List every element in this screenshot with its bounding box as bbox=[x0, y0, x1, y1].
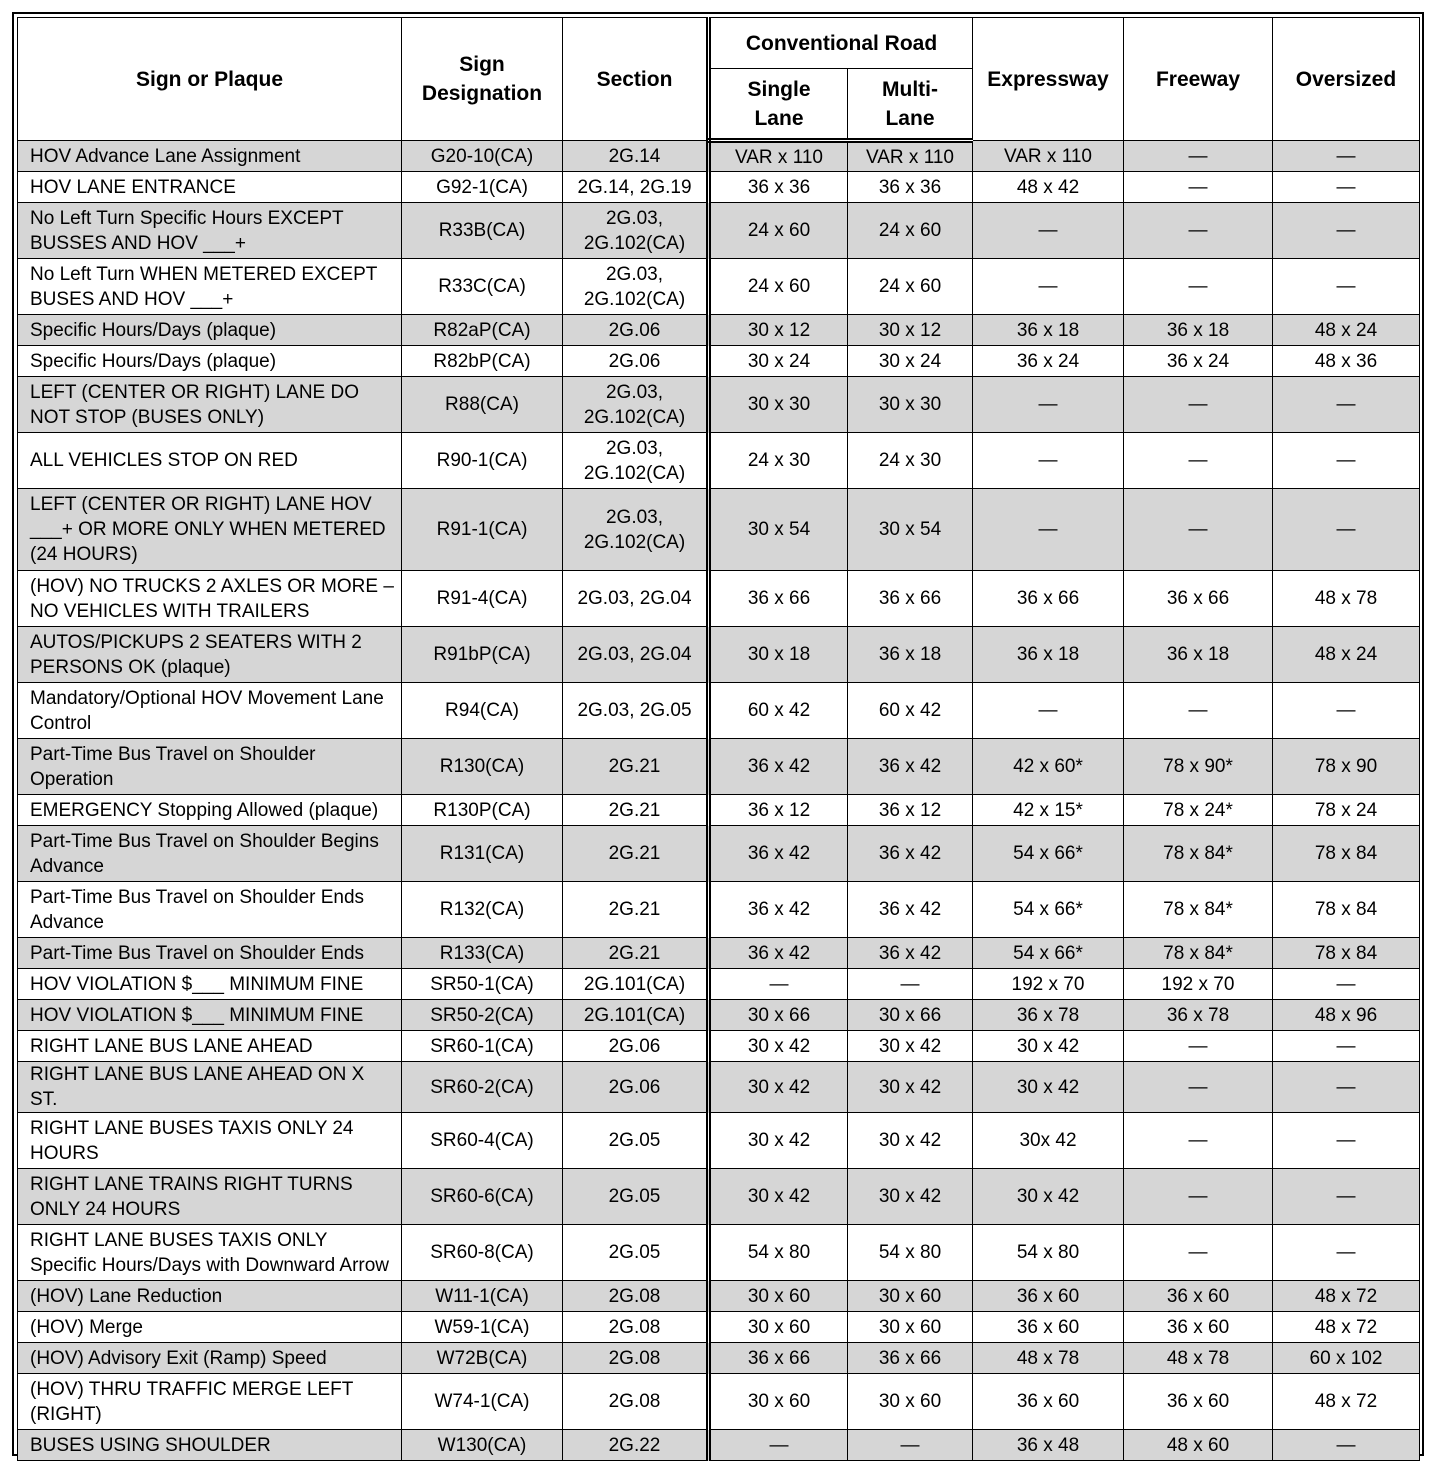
freeway-size-cell: 36 x 78 bbox=[1124, 1000, 1273, 1031]
freeway-size-cell: — bbox=[1124, 683, 1273, 739]
freeway-size-cell: — bbox=[1124, 489, 1273, 571]
freeway-size-cell: 36 x 60 bbox=[1124, 1374, 1273, 1430]
table-row bbox=[18, 1281, 1420, 1312]
oversized-size-cell: 78 x 84 bbox=[1273, 938, 1420, 969]
table-row bbox=[18, 433, 1420, 489]
freeway-size-cell: — bbox=[1124, 1062, 1273, 1113]
table-row bbox=[18, 1031, 1420, 1062]
freeway-size-cell: — bbox=[1124, 1169, 1273, 1225]
oversized-size-cell: — bbox=[1273, 203, 1420, 259]
sign-designation-cell: R130(CA) bbox=[402, 739, 563, 795]
expressway-size-cell: — bbox=[973, 377, 1124, 433]
expressway-size-cell: 36 x 18 bbox=[973, 315, 1124, 346]
header-section: Section bbox=[563, 18, 709, 141]
oversized-size-cell: 78 x 84 bbox=[1273, 826, 1420, 882]
oversized-size-cell: 78 x 24 bbox=[1273, 795, 1420, 826]
expressway-size-cell: 192 x 70 bbox=[973, 969, 1124, 1000]
freeway-size-cell: 36 x 60 bbox=[1124, 1281, 1273, 1312]
expressway-size-cell: 30 x 42 bbox=[973, 1169, 1124, 1225]
sign-name-cell: Mandatory/Optional HOV Movement Lane Control bbox=[18, 683, 402, 739]
sign-designation-cell: R133(CA) bbox=[402, 938, 563, 969]
multi-lane-size-cell: 30 x 42 bbox=[848, 1169, 973, 1225]
multi-lane-size-cell: 36 x 42 bbox=[848, 826, 973, 882]
sign-designation-cell: SR60-2(CA) bbox=[402, 1062, 563, 1113]
sign-name-cell: Specific Hours/Days (plaque) bbox=[18, 315, 402, 346]
sign-name-cell: Part-Time Bus Travel on Shoulder Ends Advance bbox=[18, 882, 402, 938]
single-lane-size-cell: 60 x 42 bbox=[709, 683, 848, 739]
section-cell: 2G.03, 2G.102(CA) bbox=[563, 377, 709, 433]
expressway-size-cell: 54 x 80 bbox=[973, 1225, 1124, 1281]
sign-name-cell: Part-Time Bus Travel on Shoulder Ends bbox=[18, 938, 402, 969]
single-lane-size-cell: 30 x 30 bbox=[709, 377, 848, 433]
sign-name-cell: RIGHT LANE TRAINS RIGHT TURNS ONLY 24 HOURS bbox=[18, 1169, 402, 1225]
table-row bbox=[18, 489, 1420, 571]
sign-name-cell: No Left Turn WHEN METERED EXCEPT BUSES AND HOV ___+ bbox=[18, 259, 402, 315]
multi-lane-size-cell: 30 x 54 bbox=[848, 489, 973, 571]
sign-name-cell: (HOV) Merge bbox=[18, 1312, 402, 1343]
multi-lane-size-cell: 36 x 42 bbox=[848, 938, 973, 969]
expressway-size-cell: 30 x 42 bbox=[973, 1062, 1124, 1113]
sign-designation-cell: R82bP(CA) bbox=[402, 346, 563, 377]
freeway-size-cell: 36 x 18 bbox=[1124, 627, 1273, 683]
section-cell: 2G.21 bbox=[563, 882, 709, 938]
oversized-size-cell: — bbox=[1273, 172, 1420, 203]
single-lane-size-cell: 30 x 54 bbox=[709, 489, 848, 571]
section-cell: 2G.101(CA) bbox=[563, 969, 709, 1000]
section-cell: 2G.03, 2G.102(CA) bbox=[563, 433, 709, 489]
multi-lane-size-cell: 24 x 30 bbox=[848, 433, 973, 489]
expressway-size-cell: 36 x 60 bbox=[973, 1374, 1124, 1430]
freeway-size-cell: 36 x 66 bbox=[1124, 571, 1273, 627]
expressway-size-cell: VAR x 110 bbox=[973, 141, 1124, 172]
table-row bbox=[18, 795, 1420, 826]
expressway-size-cell: 42 x 15* bbox=[973, 795, 1124, 826]
multi-lane-size-cell: 36 x 36 bbox=[848, 172, 973, 203]
multi-lane-size-cell: 36 x 66 bbox=[848, 571, 973, 627]
single-lane-size-cell: 24 x 30 bbox=[709, 433, 848, 489]
multi-lane-size-cell: 30 x 42 bbox=[848, 1113, 973, 1169]
sign-name-cell: LEFT (CENTER OR RIGHT) LANE HOV ___+ OR MORE ONLY WHEN METERED (24 HOURS) bbox=[18, 489, 402, 571]
table-row bbox=[18, 346, 1420, 377]
oversized-size-cell: 48 x 72 bbox=[1273, 1312, 1420, 1343]
oversized-size-cell: — bbox=[1273, 683, 1420, 739]
sign-designation-cell: R91bP(CA) bbox=[402, 627, 563, 683]
section-cell: 2G.03, 2G.04 bbox=[563, 571, 709, 627]
multi-lane-size-cell: 30 x 12 bbox=[848, 315, 973, 346]
section-cell: 2G.21 bbox=[563, 795, 709, 826]
freeway-size-cell: — bbox=[1124, 259, 1273, 315]
section-cell: 2G.06 bbox=[563, 315, 709, 346]
oversized-size-cell: — bbox=[1273, 1225, 1420, 1281]
header-oversized: Oversized bbox=[1273, 18, 1420, 141]
section-cell: 2G.21 bbox=[563, 826, 709, 882]
sign-designation-cell: R131(CA) bbox=[402, 826, 563, 882]
sign-designation-cell: SR50-2(CA) bbox=[402, 1000, 563, 1031]
sign-name-cell: HOV LANE ENTRANCE bbox=[18, 172, 402, 203]
sign-designation-cell: W72B(CA) bbox=[402, 1343, 563, 1374]
oversized-size-cell: — bbox=[1273, 1430, 1420, 1461]
table-row bbox=[18, 627, 1420, 683]
oversized-size-cell: 48 x 78 bbox=[1273, 571, 1420, 627]
table-row bbox=[18, 1312, 1420, 1343]
oversized-size-cell: — bbox=[1273, 141, 1420, 172]
expressway-size-cell: 36 x 60 bbox=[973, 1281, 1124, 1312]
oversized-size-cell: — bbox=[1273, 433, 1420, 489]
single-lane-size-cell: 30 x 60 bbox=[709, 1281, 848, 1312]
table-row bbox=[18, 571, 1420, 627]
freeway-size-cell: — bbox=[1124, 1113, 1273, 1169]
multi-lane-size-cell: 36 x 18 bbox=[848, 627, 973, 683]
sign-designation-cell: SR60-8(CA) bbox=[402, 1225, 563, 1281]
expressway-size-cell: 54 x 66* bbox=[973, 882, 1124, 938]
sign-designation-cell: G92-1(CA) bbox=[402, 172, 563, 203]
oversized-size-cell: 48 x 24 bbox=[1273, 627, 1420, 683]
table-body bbox=[18, 141, 1420, 1461]
oversized-size-cell: — bbox=[1273, 1062, 1420, 1113]
oversized-size-cell: — bbox=[1273, 969, 1420, 1000]
multi-lane-size-cell: 36 x 42 bbox=[848, 739, 973, 795]
single-lane-size-cell: 36 x 36 bbox=[709, 172, 848, 203]
sign-designation-cell: R33B(CA) bbox=[402, 203, 563, 259]
sign-designation-cell: SR60-4(CA) bbox=[402, 1113, 563, 1169]
multi-lane-size-cell: 30 x 60 bbox=[848, 1281, 973, 1312]
section-cell: 2G.06 bbox=[563, 1062, 709, 1113]
expressway-size-cell: 48 x 78 bbox=[973, 1343, 1124, 1374]
sign-name-cell: RIGHT LANE BUSES TAXIS ONLY Specific Hours/Days with Downward Arrow bbox=[18, 1225, 402, 1281]
section-cell: 2G.21 bbox=[563, 938, 709, 969]
section-cell: 2G.03, 2G.05 bbox=[563, 683, 709, 739]
sign-designation-cell: SR60-1(CA) bbox=[402, 1031, 563, 1062]
section-cell: 2G.08 bbox=[563, 1343, 709, 1374]
sign-designation-cell: SR60-6(CA) bbox=[402, 1169, 563, 1225]
table-frame bbox=[12, 12, 1424, 1456]
multi-lane-size-cell: 30 x 60 bbox=[848, 1312, 973, 1343]
freeway-size-cell: 48 x 60 bbox=[1124, 1430, 1273, 1461]
sign-designation-cell: G20-10(CA) bbox=[402, 141, 563, 172]
freeway-size-cell: — bbox=[1124, 377, 1273, 433]
single-lane-size-cell: — bbox=[709, 969, 848, 1000]
section-cell: 2G.05 bbox=[563, 1169, 709, 1225]
multi-lane-size-cell: 30 x 24 bbox=[848, 346, 973, 377]
single-lane-size-cell: 36 x 66 bbox=[709, 571, 848, 627]
sign-name-cell: BUSES USING SHOULDER bbox=[18, 1430, 402, 1461]
oversized-size-cell: — bbox=[1273, 489, 1420, 571]
single-lane-size-cell: 36 x 42 bbox=[709, 739, 848, 795]
table-row bbox=[18, 1343, 1420, 1374]
table-row bbox=[18, 683, 1420, 739]
single-lane-size-cell: 30 x 42 bbox=[709, 1062, 848, 1113]
freeway-size-cell: — bbox=[1124, 172, 1273, 203]
single-lane-size-cell: 30 x 60 bbox=[709, 1374, 848, 1430]
single-lane-size-cell: 24 x 60 bbox=[709, 203, 848, 259]
single-lane-size-cell: VAR x 110 bbox=[709, 141, 848, 172]
expressway-size-cell: 36 x 66 bbox=[973, 571, 1124, 627]
header-conventional-road: Conventional Road bbox=[709, 18, 973, 69]
header-freeway: Freeway bbox=[1124, 18, 1273, 141]
oversized-size-cell: 60 x 102 bbox=[1273, 1343, 1420, 1374]
section-cell: 2G.21 bbox=[563, 739, 709, 795]
table-row bbox=[18, 1374, 1420, 1430]
expressway-size-cell: 36 x 78 bbox=[973, 1000, 1124, 1031]
table-row bbox=[18, 259, 1420, 315]
multi-lane-size-cell: 24 x 60 bbox=[848, 259, 973, 315]
oversized-size-cell: — bbox=[1273, 1031, 1420, 1062]
single-lane-size-cell: 30 x 42 bbox=[709, 1031, 848, 1062]
sign-name-cell: LEFT (CENTER OR RIGHT) LANE DO NOT STOP (BUSES ONLY) bbox=[18, 377, 402, 433]
single-lane-size-cell: 30 x 18 bbox=[709, 627, 848, 683]
section-cell: 2G.101(CA) bbox=[563, 1000, 709, 1031]
header-single-lane-text: Single Lane bbox=[747, 77, 811, 130]
single-lane-size-cell: 36 x 12 bbox=[709, 795, 848, 826]
freeway-size-cell: 78 x 90* bbox=[1124, 739, 1273, 795]
multi-lane-size-cell: 30 x 66 bbox=[848, 1000, 973, 1031]
sign-name-cell: RIGHT LANE BUSES TAXIS ONLY 24 HOURS bbox=[18, 1113, 402, 1169]
header-multi-lane: Multi- Lane bbox=[848, 69, 973, 141]
oversized-size-cell: 48 x 36 bbox=[1273, 346, 1420, 377]
multi-lane-size-cell: VAR x 110 bbox=[848, 141, 973, 172]
sign-designation-cell: R91-1(CA) bbox=[402, 489, 563, 571]
expressway-size-cell: — bbox=[973, 203, 1124, 259]
expressway-size-cell: — bbox=[973, 259, 1124, 315]
freeway-size-cell: 36 x 24 bbox=[1124, 346, 1273, 377]
table-row bbox=[18, 1225, 1420, 1281]
single-lane-size-cell: 36 x 42 bbox=[709, 882, 848, 938]
freeway-size-cell: 36 x 18 bbox=[1124, 315, 1273, 346]
expressway-size-cell: 36 x 18 bbox=[973, 627, 1124, 683]
sign-designation-cell: W11-1(CA) bbox=[402, 1281, 563, 1312]
multi-lane-size-cell: 36 x 12 bbox=[848, 795, 973, 826]
multi-lane-size-cell: 30 x 42 bbox=[848, 1062, 973, 1113]
table-row bbox=[18, 882, 1420, 938]
multi-lane-size-cell: 30 x 42 bbox=[848, 1031, 973, 1062]
freeway-size-cell: 78 x 84* bbox=[1124, 938, 1273, 969]
expressway-size-cell: 30 x 42 bbox=[973, 1031, 1124, 1062]
header-sign-or-plaque: Sign or Plaque bbox=[18, 18, 402, 141]
sign-name-cell: RIGHT LANE BUS LANE AHEAD ON X ST. bbox=[18, 1062, 402, 1113]
single-lane-size-cell: 30 x 60 bbox=[709, 1312, 848, 1343]
oversized-size-cell: 48 x 72 bbox=[1273, 1374, 1420, 1430]
single-lane-size-cell: 54 x 80 bbox=[709, 1225, 848, 1281]
expressway-size-cell: — bbox=[973, 683, 1124, 739]
table-row bbox=[18, 739, 1420, 795]
single-lane-size-cell: 30 x 42 bbox=[709, 1113, 848, 1169]
sign-name-cell: AUTOS/PICKUPS 2 SEATERS WITH 2 PERSONS OK (plaque) bbox=[18, 627, 402, 683]
table-row bbox=[18, 826, 1420, 882]
freeway-size-cell: — bbox=[1124, 1225, 1273, 1281]
section-cell: 2G.03, 2G.102(CA) bbox=[563, 203, 709, 259]
freeway-size-cell: 78 x 24* bbox=[1124, 795, 1273, 826]
oversized-size-cell: 48 x 72 bbox=[1273, 1281, 1420, 1312]
section-cell: 2G.03, 2G.102(CA) bbox=[563, 489, 709, 571]
sign-designation-cell: R33C(CA) bbox=[402, 259, 563, 315]
sign-designation-cell: R82aP(CA) bbox=[402, 315, 563, 346]
table-row bbox=[18, 938, 1420, 969]
table-row bbox=[18, 1062, 1420, 1113]
table-row bbox=[18, 141, 1420, 172]
sign-name-cell: (HOV) NO TRUCKS 2 AXLES OR MORE – NO VEHICLES WITH TRAILERS bbox=[18, 571, 402, 627]
freeway-size-cell: 78 x 84* bbox=[1124, 826, 1273, 882]
sign-name-cell: HOV Advance Lane Assignment bbox=[18, 141, 402, 172]
freeway-size-cell: — bbox=[1124, 141, 1273, 172]
sign-name-cell: ALL VEHICLES STOP ON RED bbox=[18, 433, 402, 489]
multi-lane-size-cell: — bbox=[848, 969, 973, 1000]
sign-designation-cell: W130(CA) bbox=[402, 1430, 563, 1461]
section-cell: 2G.06 bbox=[563, 1031, 709, 1062]
section-cell: 2G.03, 2G.102(CA) bbox=[563, 259, 709, 315]
multi-lane-size-cell: 36 x 66 bbox=[848, 1343, 973, 1374]
sign-name-cell: RIGHT LANE BUS LANE AHEAD bbox=[18, 1031, 402, 1062]
oversized-size-cell: — bbox=[1273, 259, 1420, 315]
expressway-size-cell: 36 x 24 bbox=[973, 346, 1124, 377]
single-lane-size-cell: 30 x 24 bbox=[709, 346, 848, 377]
sign-designation-cell: R132(CA) bbox=[402, 882, 563, 938]
oversized-size-cell: 78 x 90 bbox=[1273, 739, 1420, 795]
expressway-size-cell: 36 x 60 bbox=[973, 1312, 1124, 1343]
single-lane-size-cell: 30 x 42 bbox=[709, 1169, 848, 1225]
sign-designation-cell: SR50-1(CA) bbox=[402, 969, 563, 1000]
sign-designation-cell: R91-4(CA) bbox=[402, 571, 563, 627]
table-row bbox=[18, 172, 1420, 203]
oversized-size-cell: 48 x 24 bbox=[1273, 315, 1420, 346]
multi-lane-size-cell: 60 x 42 bbox=[848, 683, 973, 739]
sign-name-cell: Part-Time Bus Travel on Shoulder Operation bbox=[18, 739, 402, 795]
expressway-size-cell: — bbox=[973, 489, 1124, 571]
expressway-size-cell: 42 x 60* bbox=[973, 739, 1124, 795]
sign-designation-cell: R94(CA) bbox=[402, 683, 563, 739]
sign-name-cell: Specific Hours/Days (plaque) bbox=[18, 346, 402, 377]
section-cell: 2G.14 bbox=[563, 141, 709, 172]
single-lane-size-cell: 36 x 42 bbox=[709, 826, 848, 882]
expressway-size-cell: 36 x 48 bbox=[973, 1430, 1124, 1461]
section-cell: 2G.03, 2G.04 bbox=[563, 627, 709, 683]
single-lane-size-cell: 24 x 60 bbox=[709, 259, 848, 315]
sign-name-cell: Part-Time Bus Travel on Shoulder Begins Advance bbox=[18, 826, 402, 882]
expressway-size-cell: 54 x 66* bbox=[973, 938, 1124, 969]
table-row bbox=[18, 315, 1420, 346]
multi-lane-size-cell: 54 x 80 bbox=[848, 1225, 973, 1281]
single-lane-size-cell: 36 x 42 bbox=[709, 938, 848, 969]
multi-lane-size-cell: 30 x 30 bbox=[848, 377, 973, 433]
sign-name-cell: No Left Turn Specific Hours EXCEPT BUSSES AND HOV ___+ bbox=[18, 203, 402, 259]
single-lane-size-cell: 36 x 66 bbox=[709, 1343, 848, 1374]
sign-name-cell: (HOV) Advisory Exit (Ramp) Speed bbox=[18, 1343, 402, 1374]
oversized-size-cell: 48 x 96 bbox=[1273, 1000, 1420, 1031]
multi-lane-size-cell: 36 x 42 bbox=[848, 882, 973, 938]
freeway-size-cell: 78 x 84* bbox=[1124, 882, 1273, 938]
sign-designation-cell: R130P(CA) bbox=[402, 795, 563, 826]
section-cell: 2G.05 bbox=[563, 1113, 709, 1169]
table-row bbox=[18, 969, 1420, 1000]
table-row bbox=[18, 1430, 1420, 1461]
multi-lane-size-cell: 24 x 60 bbox=[848, 203, 973, 259]
freeway-size-cell: — bbox=[1124, 1031, 1273, 1062]
oversized-size-cell: — bbox=[1273, 377, 1420, 433]
sign-designation-cell: W59-1(CA) bbox=[402, 1312, 563, 1343]
multi-lane-size-cell: 30 x 60 bbox=[848, 1374, 973, 1430]
section-cell: 2G.08 bbox=[563, 1312, 709, 1343]
freeway-size-cell: 48 x 78 bbox=[1124, 1343, 1273, 1374]
sign-designation-cell: R88(CA) bbox=[402, 377, 563, 433]
sign-name-cell: EMERGENCY Stopping Allowed (plaque) bbox=[18, 795, 402, 826]
expressway-size-cell: — bbox=[973, 433, 1124, 489]
table-row bbox=[18, 203, 1420, 259]
single-lane-size-cell: 30 x 66 bbox=[709, 1000, 848, 1031]
header-expressway: Expressway bbox=[973, 18, 1124, 141]
sign-designation-cell: R90-1(CA) bbox=[402, 433, 563, 489]
sign-name-cell: HOV VIOLATION $___ MINIMUM FINE bbox=[18, 1000, 402, 1031]
section-cell: 2G.08 bbox=[563, 1281, 709, 1312]
oversized-size-cell: 78 x 84 bbox=[1273, 882, 1420, 938]
sign-name-cell: (HOV) Lane Reduction bbox=[18, 1281, 402, 1312]
table-row bbox=[18, 1169, 1420, 1225]
table-row bbox=[18, 377, 1420, 433]
single-lane-size-cell: — bbox=[709, 1430, 848, 1461]
multi-lane-size-cell: — bbox=[848, 1430, 973, 1461]
table-row bbox=[18, 1000, 1420, 1031]
oversized-size-cell: — bbox=[1273, 1113, 1420, 1169]
freeway-size-cell: — bbox=[1124, 433, 1273, 489]
sign-size-table bbox=[17, 17, 1420, 1461]
expressway-size-cell: 30x 42 bbox=[973, 1113, 1124, 1169]
expressway-size-cell: 54 x 66* bbox=[973, 826, 1124, 882]
table-row bbox=[18, 1113, 1420, 1169]
sign-name-cell: (HOV) THRU TRAFFIC MERGE LEFT (RIGHT) bbox=[18, 1374, 402, 1430]
section-cell: 2G.05 bbox=[563, 1225, 709, 1281]
sign-designation-cell: W74-1(CA) bbox=[402, 1374, 563, 1430]
section-cell: 2G.06 bbox=[563, 346, 709, 377]
single-lane-size-cell: 30 x 12 bbox=[709, 315, 848, 346]
section-cell: 2G.08 bbox=[563, 1374, 709, 1430]
freeway-size-cell: 36 x 60 bbox=[1124, 1312, 1273, 1343]
expressway-size-cell: 48 x 42 bbox=[973, 172, 1124, 203]
section-cell: 2G.22 bbox=[563, 1430, 709, 1461]
freeway-size-cell: — bbox=[1124, 203, 1273, 259]
header-sign-designation: Sign Designation bbox=[402, 18, 563, 141]
header-single-lane bbox=[709, 69, 848, 141]
sign-name-cell: HOV VIOLATION $___ MINIMUM FINE bbox=[18, 969, 402, 1000]
freeway-size-cell: 192 x 70 bbox=[1124, 969, 1273, 1000]
section-cell: 2G.14, 2G.19 bbox=[563, 172, 709, 203]
oversized-size-cell: — bbox=[1273, 1169, 1420, 1225]
